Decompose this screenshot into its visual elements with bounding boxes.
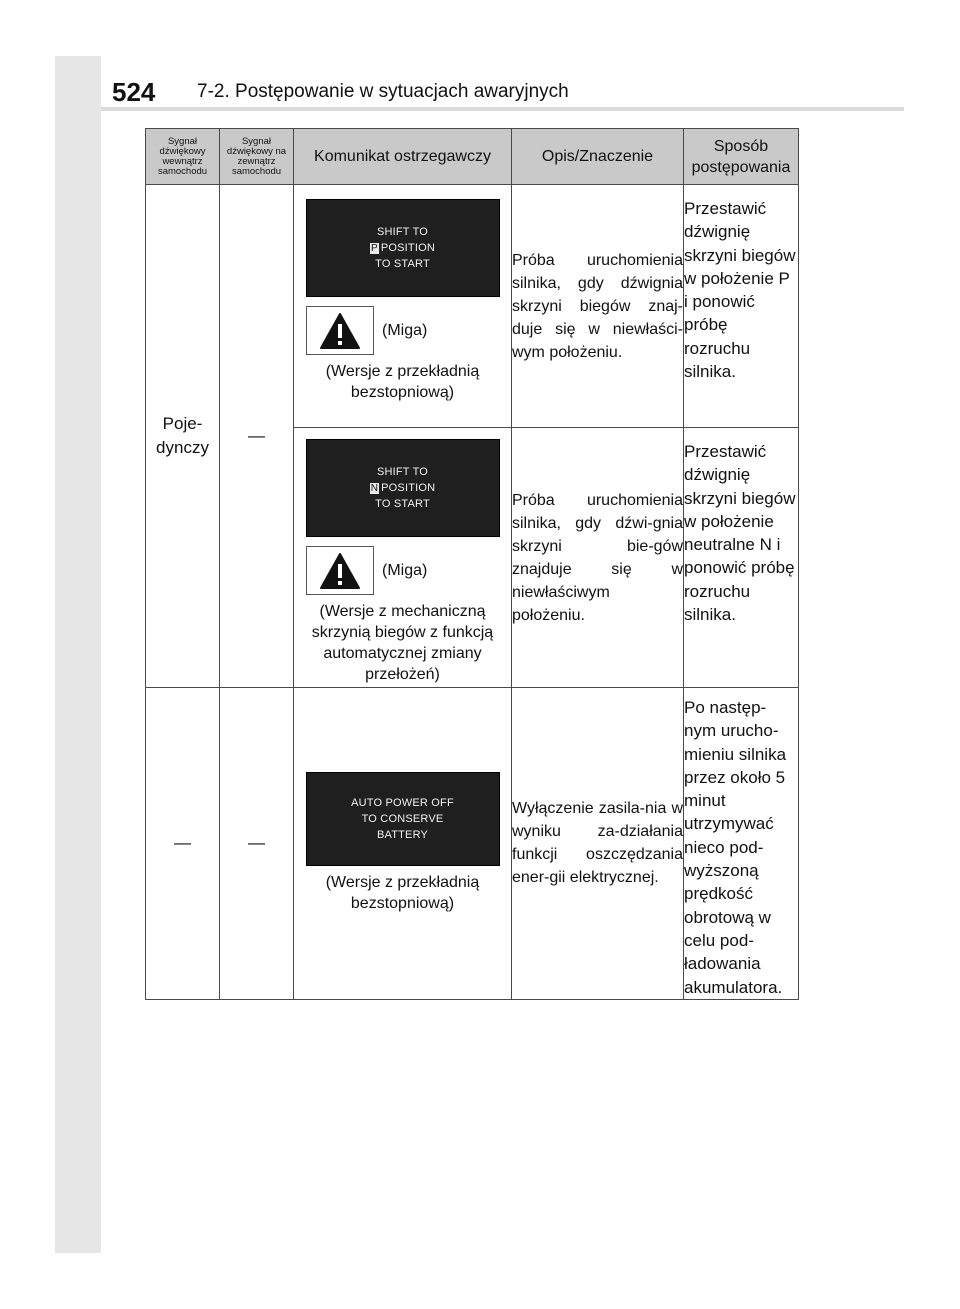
blink-label: (Miga) xyxy=(382,561,428,579)
side-tab-bar xyxy=(55,56,101,1253)
section-title: 7-2. Postępowanie w sytuacjach awaryjnych xyxy=(197,81,569,102)
col-header-action: Sposób postępowania xyxy=(684,129,799,185)
screen-line: TO START xyxy=(375,498,430,510)
action-cell: Przestawić dźwignię skrzyni biegów w położenie P i ponowić próbę rozruchu silnika. xyxy=(684,185,799,428)
version-note: (Wersje z mechaniczną skrzynią biegów z funkcją automatycznej zmiany przełożeń) xyxy=(311,603,494,683)
version-note: (Wersje z przekładnią bezstopniową) xyxy=(325,363,480,401)
warning-table xyxy=(145,128,799,1000)
table-header-row xyxy=(146,129,799,185)
header-rule xyxy=(101,107,904,111)
warning-triangle-icon xyxy=(306,306,374,355)
screen-gear-letter: N xyxy=(370,483,379,494)
col-header-description: Opis/Znaczenie xyxy=(512,129,684,185)
inside-signal-cell: Poje-dynczy xyxy=(146,185,220,688)
version-note: (Wersje z przekładnią bezstopniową) xyxy=(325,874,480,913)
warning-display-screen xyxy=(306,199,500,297)
message-cell xyxy=(294,428,512,688)
description-cell: Wyłączenie zasila-nia w wyniku za-działania funkcji oszczędzania ener-gii elektrycznej. xyxy=(512,688,684,1000)
screen-line: POSITION xyxy=(380,242,436,254)
table-row xyxy=(146,185,799,428)
screen-line: AUTO POWER OFF xyxy=(351,797,454,810)
screen-gear-letter: P xyxy=(370,243,378,254)
message-cell xyxy=(294,688,512,1000)
action-cell: Przestawić dźwignię skrzyni biegów w położenie neutralne N i ponowić próbę rozruchu silnika. xyxy=(684,428,799,688)
screen-line: BATTERY xyxy=(376,829,429,842)
col-header-outside: Sygnał dźwiękowy na zewnątrz samochodu xyxy=(220,129,294,185)
inside-signal-cell: — xyxy=(146,688,220,1000)
screen-line: SHIFT TO xyxy=(376,226,429,238)
screen-line: TO START xyxy=(375,258,430,270)
screen-line: POSITION xyxy=(381,482,436,494)
description-cell: Próba uruchomienia silnika, gdy dźwi-gnia skrzyni bie-gów znajduje się w niewłaściwym położeniu. xyxy=(512,428,684,688)
screen-line: TO CONSERVE xyxy=(361,813,444,826)
screen-line: SHIFT TO xyxy=(376,466,429,478)
warning-display-screen xyxy=(306,439,500,537)
col-header-message: Komunikat ostrzegawczy xyxy=(294,129,512,185)
col-header-inside: Sygnał dźwiękowy wewnątrz samochodu xyxy=(146,129,220,185)
outside-signal-cell: — xyxy=(220,185,294,688)
blink-label: (Miga) xyxy=(382,321,428,339)
description-cell: Próba uruchomienia silnika, gdy dźwignia skrzyni biegów znaj-duje się w niewłaści-wym położeniu. xyxy=(512,185,684,428)
outside-signal-cell: — xyxy=(220,688,294,1000)
table-row xyxy=(146,688,799,1000)
page-number: 524 xyxy=(112,77,156,107)
action-cell: Po następ-nym urucho-mieniu silnika przez około 5 minut utrzymywać nieco pod-wyższoną prędkość obrotową w celu pod-ładowania akumulatora. xyxy=(684,688,799,1000)
warning-display-screen xyxy=(306,772,500,866)
warning-triangle-icon xyxy=(306,546,374,595)
message-cell xyxy=(294,185,512,428)
